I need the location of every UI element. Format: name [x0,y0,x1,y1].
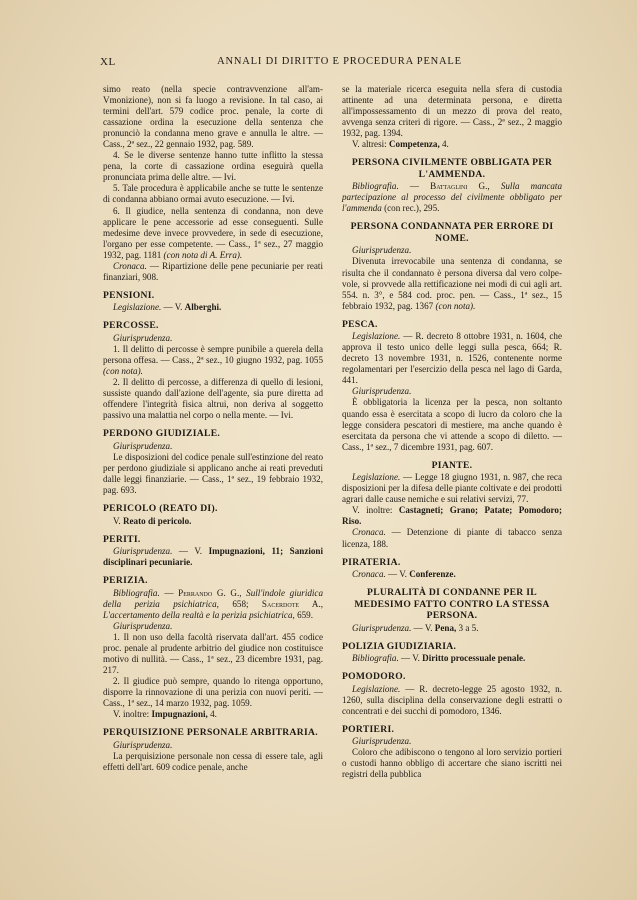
subheading: Giurisprudenza. [113,440,173,451]
heading-persona-civilmente-obbligata: PERSONA CIVILMENTE OBBLIGATA PER L'AMMENDA. [351,157,553,180]
entry-text: V. inoltre: Castagneti; Grano; Patate; Pomodoro; Riso. [342,505,562,527]
entry-text: Legislazione. — Legge 18 giugno 1931, n. 987, che reca disposizioni per la difesa delle piante coltivate e dei prodotti agrari dalle cause nemiche e sui relativi servizi, 77. [342,472,562,505]
entry-text: La perquisizione personale non cessa di essere tale, agli effetti dell'art. 609 codice penale, anche [103,750,323,772]
entry-text: Le disposizioni del codice penale sull'estinzione del reato per perdono giudiziale si applicano anche ai reati preveduti dalle leggi finanziarie. — Cass., 1ª sez., 19 febbraio 1932, pag. 693. [103,451,323,495]
heading-pericolo: PERICOLO (REATO DI). [103,503,218,514]
entry-text: Coloro che adibiscono o tengono al loro servizio portieri o custodi hanno obbligo di accertare che siano iscritti nei registri della pubblica [342,747,562,780]
heading-persona-condannata: PERSONA CONDANNATA PER ERRORE DI NOME. [350,221,554,244]
entry-text: È obbligatoria la licenza per la pesca, non soltanto quando essa è esercitata a scopo di lucro da coloro che la legge considera pescatori di mestiere, ma anche quando è esercitata da persona che vi attende a scopo di diletto. — Cass., 1ª sez., 7 dicembre 1931, pag. 607. [342,397,562,452]
page-header [100,56,579,70]
right-column [342,84,562,781]
heading-perdono: PERDONO GIUDIZIALE. [103,428,221,440]
subheading: Giurisprudenza. [352,386,412,397]
entry-text: Giurisprudenza. — V. Pena, 3 a 5. [352,622,479,633]
subheading: Giurisprudenza. [113,332,173,343]
entry-text: V. Reato di pericolo. [113,515,192,526]
entry-text: 6. Il giudice, nella sentenza di condanna, non deve applicare le pene accessorie ad esse conseguenti. Sulle medesime deve invece provvedere, in sede di esecuzione, l'organo per esse competente. — Cass., 1ª sez., 27 maggio 1932, pag. 1181 (con nota di A. Erra). [103,205,323,260]
entry-text: Cronaca. — Ripartizione delle pene pecuniarie per reati finanziari, 908. [103,260,323,282]
entry-text: 2. Il giudice può sempre, quando lo ritenga opportuno, disporre la rinnovazione di una perizia con nuovi periti. — Cass., 1ª sez., 14 marzo 1932, pag. 1059. [103,676,323,709]
heading-perquisizione: PERQUISIZIONE PERSONALE ARBITRARIA. [103,727,318,739]
page-number: XL [100,56,116,68]
heading-pluralita: PLURALITÀ DI CONDANNE PER IL MEDESIMO FATTO CONTRO LA STESSA PERSONA. [354,587,550,622]
heading-portieri: PORTIERI. [342,723,395,735]
entry-text: se la materiale ricerca eseguita nella sfera di custodia attinente ad una determinata persona, e diretta all'impossessamento di un mezzo di prova del reato, avvenga senza criteri di rigore. — Cass., 2ª sez., 2 maggio 1932, pag. 1394. [342,84,562,139]
entry-text: Bibliografia. — Perrando G. G., Sull'indole giuridica della perizia psichiatrica, 658; Sacerdote A., L'accertamento della realtà e la perizia psichiatrica, 659. [103,587,323,620]
heading-polizia: POLIZIA GIUDIZIARIA. [342,640,457,652]
entry-text: Divenuta irrevocabile una sentenza di condanna, se risulta che il condannato è persona diversa dal vero colpevole, si provvede alla rettificazione nei modi di cui agli art. 554. n. 3°, e 584 cod. proc. pen. — Cass., 1ª sez., 15 febbraio 1932, pag. 1367 (con nota). [342,256,562,311]
heading-perizia: PERIZIA. [103,575,148,587]
entry-text: simo reato (nella specie contravvenzione all'amVmonizione), non si fa luogo a revisione. In tal caso, ai termini dell'art. 579 codice proc. penale, la corte di cassazione ordina la esecuzione della sentenza che pronunciò la condanna meno grave e annulla le altre. — Cass., 2ª sez., 22 gennaio 1932, pag. 589. [103,84,323,150]
heading-piante: PIANTE. [431,459,473,471]
entry-text: Legislazione. — V. Alberghi. [113,302,222,313]
entry-text: Giurisprudenza. — V. Impugnazioni, 11; Sanzioni disciplinari pecuniarie. [103,546,324,568]
heading-pensioni: PENSIONI. [103,289,155,301]
heading-percosse: PERCOSSE. [103,320,159,332]
entry-text: Cronaca. — Detenzione di piante di tabacco senza licenza, 188. [342,527,562,549]
subheading: Giurisprudenza. [352,245,412,256]
entry-text: 5. Tale procedura è applicabile anche se tutte le sentenze di condanna abbiano ormai avuto esecuzione. — Ivi. [103,183,323,205]
subheading: Giurisprudenza. [113,739,173,750]
entry-text: V. altresi: Competenza, 4. [352,139,449,150]
entry-text: Bibliografia. — V. Diritto processuale penale. [352,653,526,664]
entry-text: V. inoltre: Impugnazioni, 4. [113,709,217,720]
entry-text: Legislazione. — R. decreto-legge 25 agosto 1932, n. 1260, sulla disciplina della conservazione degli estratti o concentrati e dei succhi di pomodoro, 1346. [342,683,562,716]
left-column [103,84,323,773]
heading-pomodoro: POMODORO. [342,671,406,683]
heading-pesca: PESCA. [342,318,378,330]
entry-text: 1. Il delitto di percosse è sempre punibile a querela della persona offesa. — Cass., 2ª sez., 10 giugno 1932, pag. 1055 (con nota). [103,343,323,377]
heading-periti: PERITI. [103,533,141,545]
heading-pirateria: PIRATERIA. [342,556,401,568]
running-title: ANNALI DI DIRITTO E PROCEDURA PENALE [217,56,462,67]
entry-text: 2. Il delitto di percosse, a differenza di quello di lesioni, sussiste quando dall'azione dell'agente, sia pure diretta ad offendere l'integrità fisica altrui, non deriva al soggetto passivo una malattia nel corpo o nella mente. — Ivi. [103,377,323,421]
subheading: Giurisprudenza. [113,620,173,631]
entry-text: Bibliografia. — Battaglini G., Sulla mancata partecipazione al processo del civilmente obbligato per l'ammenda (con rec.), 295. [342,181,562,214]
entry-text: Legislazione. — R. decreto 8 ottobre 1931, n. 1604, che approva il testo unico delle leggi sulla pesca, 664; R. decreto 13 novembre 1931, n. 1526, contenente norme regolamentari per l'esercizio della pesca nel lago di Garda, 441. [342,331,562,386]
entry-text: 4. Se le diverse sentenze hanno tutte inflitto la stessa pena, la corte di cassazione ordina eseguirà quella pronunciata prima delle altre. — Ivi. [103,150,323,183]
subheading: Giurisprudenza. [352,736,412,747]
entry-text: 1. Il non uso della facoltà riservata dall'art. 455 codice proc. penale al prudente arbitrio del giudice non costituisce motivo di nullità. — Cass., 1ª sez., 23 dicembre 1931, pag. 217. [103,631,323,675]
entry-text: Cronaca. — V. Conferenze. [352,569,456,580]
